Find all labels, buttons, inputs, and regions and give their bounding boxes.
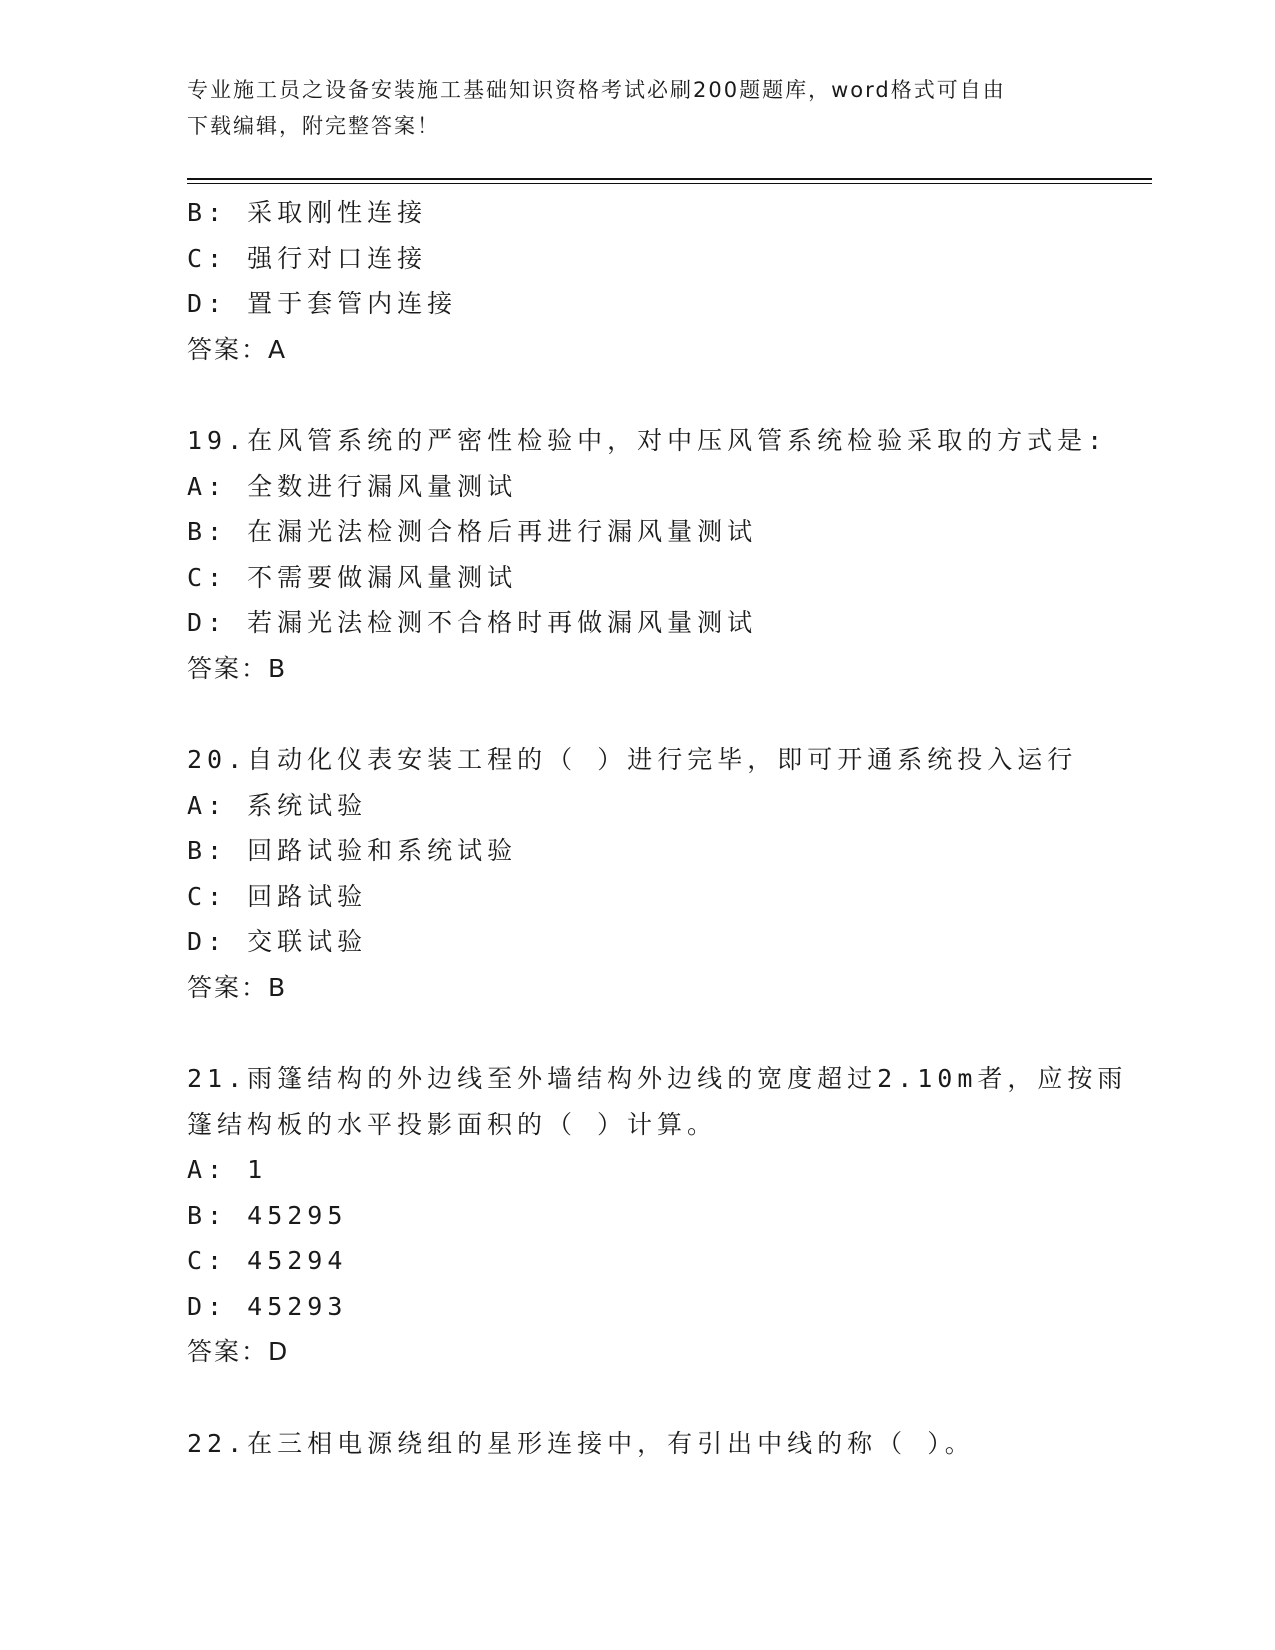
document-header xyxy=(187,72,1067,144)
question-20 xyxy=(187,737,1147,1010)
header-rule-thin xyxy=(187,183,1152,184)
option-b: B: 45295 xyxy=(187,1200,348,1230)
option-d: D: 交联试验 xyxy=(187,927,368,956)
question-text-line-1: 21.雨篷结构的外边线至外墙结构外边线的宽度超过2.10m者，应按雨 xyxy=(187,1064,1128,1093)
header-line-1: 专业施工员之设备安装施工基础知识资格考试必刷200题题库，word格式可自由 xyxy=(187,78,1006,102)
option-d: D: 若漏光法检测不合格时再做漏风量测试 xyxy=(187,608,758,637)
option-b: B: 回路试验和系统试验 xyxy=(187,836,518,865)
answer: 答案：A xyxy=(187,334,288,364)
option-b: B: 采取刚性连接 xyxy=(187,198,428,227)
option-a: A: 系统试验 xyxy=(187,790,368,820)
option-c: C: 回路试验 xyxy=(187,881,368,911)
question-text-line-2: 篷结构板的水平投影面积的（ ）计算。 xyxy=(187,1109,718,1139)
question-text: 20.自动化仪表安装工程的（ ）进行完毕，即可开通系统投入运行 xyxy=(187,745,1078,774)
question-22 xyxy=(187,1421,1147,1467)
option-a: A: 全数进行漏风量测试 xyxy=(187,471,518,501)
option-a: A: 1 xyxy=(187,1155,268,1184)
header-rule-thick xyxy=(187,178,1152,180)
option-b: B: 在漏光法检测合格后再进行漏风量测试 xyxy=(187,517,758,546)
question-19 xyxy=(187,418,1147,691)
answer: 答案：B xyxy=(187,972,288,1002)
header-line-2: 下载编辑，附完整答案！ xyxy=(187,114,440,138)
question-text: 22.在三相电源绕组的星形连接中，有引出中线的称（ ）。 xyxy=(187,1428,975,1458)
question-18 xyxy=(187,190,1147,372)
answer: 答案：D xyxy=(187,1337,290,1366)
option-c: C: 强行对口连接 xyxy=(187,243,428,273)
question-21 xyxy=(187,1056,1147,1375)
question-list xyxy=(187,190,1147,1466)
answer: 答案：B xyxy=(187,653,288,683)
option-c: C: 不需要做漏风量测试 xyxy=(187,562,518,592)
option-d: D: 置于套管内连接 xyxy=(187,289,458,318)
question-text: 19.在风管系统的严密性检验中，对中压风管系统检验采取的方式是: xyxy=(187,426,1108,455)
option-c: C: 45294 xyxy=(187,1246,348,1275)
option-d: D: 45293 xyxy=(187,1291,348,1321)
